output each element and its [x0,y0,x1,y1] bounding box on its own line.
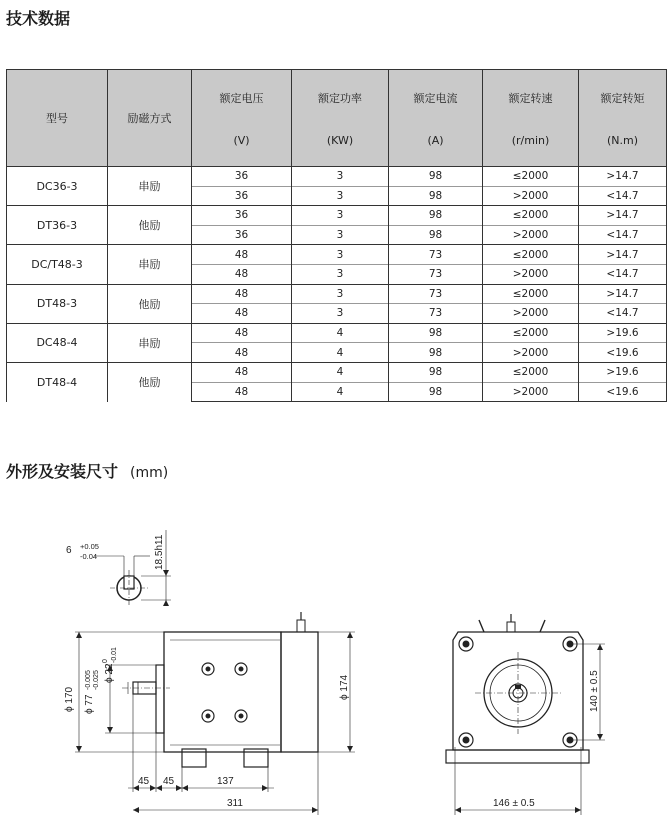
dim-key-depth: 18.5h11 [154,534,165,570]
excitation-cell: 串励 [108,245,192,284]
current-cell: 73 [389,284,483,304]
excitation-cell: 他励 [108,362,192,401]
power-cell: 3 [292,186,389,206]
dim-dia-77: ϕ 77 [84,694,95,714]
current-cell: 73 [389,304,483,324]
dims-section-title: 外形及安装尺寸 (mm) [6,462,169,481]
motor-side-view [75,612,355,815]
power-cell: 3 [292,264,389,284]
current-cell: 98 [389,343,483,363]
speed-cell: >2000 [483,343,579,363]
torque-cell: <14.7 [579,186,667,206]
excitation-cell: 他励 [108,284,192,323]
power-cell: 3 [292,304,389,324]
voltage-cell: 36 [192,167,292,187]
torque-cell: <14.7 [579,225,667,245]
dim-dia-22-tol-upper: 0 [102,659,109,663]
current-cell: 98 [389,382,483,402]
speed-cell: ≤2000 [483,167,579,187]
model-cell: DC/T48-3 [7,245,108,284]
torque-cell: <19.6 [579,343,667,363]
power-cell: 3 [292,167,389,187]
header-excitation: 励磁方式 [108,70,192,167]
header-model: 型号 [7,70,108,167]
torque-cell: >19.6 [579,362,667,382]
torque-cell: >14.7 [579,206,667,226]
voltage-cell: 36 [192,186,292,206]
power-cell: 3 [292,206,389,226]
dim-len-311: 311 [227,798,243,809]
current-cell: 98 [389,362,483,382]
current-cell: 98 [389,186,483,206]
voltage-cell: 36 [192,225,292,245]
header-power: 额定功率 (KW) [292,70,389,167]
speed-cell: >2000 [483,264,579,284]
voltage-cell: 48 [192,362,292,382]
excitation-cell: 串励 [108,323,192,362]
current-cell: 98 [389,206,483,226]
current-cell: 98 [389,167,483,187]
voltage-cell: 48 [192,264,292,284]
excitation-cell: 串励 [108,167,192,206]
current-cell: 98 [389,225,483,245]
voltage-cell: 48 [192,304,292,324]
model-cell: DC48-4 [7,323,108,362]
header-speed: 额定转速 (r/min) [483,70,579,167]
speed-cell: >2000 [483,225,579,245]
torque-cell: >19.6 [579,323,667,343]
torque-cell: >14.7 [579,245,667,265]
current-cell: 98 [389,323,483,343]
current-cell: 73 [389,245,483,265]
dims-unit: (mm) [130,465,169,481]
torque-cell: >14.7 [579,167,667,187]
speed-cell: ≤2000 [483,206,579,226]
power-cell: 3 [292,225,389,245]
model-cell: DT36-3 [7,206,108,245]
voltage-cell: 48 [192,382,292,402]
dim-dia-22-tol-lower: -0.01 [111,647,118,663]
dim-mount-146: 146 ± 0.5 [493,798,535,809]
model-cell: DT48-3 [7,284,108,323]
voltage-cell: 48 [192,245,292,265]
voltage-cell: 48 [192,323,292,343]
power-cell: 4 [292,382,389,402]
speed-cell: >2000 [483,186,579,206]
voltage-cell: 36 [192,206,292,226]
torque-cell: <14.7 [579,304,667,324]
speed-cell: ≤2000 [483,245,579,265]
dim-dia-22: ϕ 22 [104,663,115,683]
current-cell: 73 [389,264,483,284]
voltage-cell: 48 [192,343,292,363]
dim-keyway-width: 6 [66,545,72,556]
speed-cell: ≤2000 [483,323,579,343]
dim-dia-77-tol-upper: -0.005 [85,670,92,690]
header-voltage: 额定电压 (V) [192,70,292,167]
spec-section-title: 技术数据 [6,9,71,28]
speed-cell: >2000 [483,382,579,402]
torque-cell: <14.7 [579,264,667,284]
speed-cell: ≤2000 [483,362,579,382]
model-cell: DT48-4 [7,362,108,401]
dim-mount-140: 140 ± 0.5 [589,670,600,712]
power-cell: 4 [292,362,389,382]
dim-len-137: 137 [217,776,234,787]
power-cell: 3 [292,284,389,304]
dim-len-45-shaft: 45 [138,776,150,787]
voltage-cell: 48 [192,284,292,304]
speed-cell: >2000 [483,304,579,324]
speed-cell: ≤2000 [483,284,579,304]
power-cell: 4 [292,323,389,343]
dim-dia-77-tol-lower: -0.025 [93,670,100,690]
header-current: 额定电流 (A) [389,70,483,167]
dim-keyway-tol-lower: -0.04 [80,552,98,561]
torque-cell: >14.7 [579,284,667,304]
power-cell: 4 [292,343,389,363]
header-torque: 额定转矩 (N.m) [579,70,667,167]
model-cell: DC36-3 [7,167,108,206]
excitation-cell: 他励 [108,206,192,245]
dim-keyway-tol-upper: +0.05 [80,542,99,551]
power-cell: 3 [292,245,389,265]
torque-cell: <19.6 [579,382,667,402]
motor-end-view [446,614,605,815]
dim-len-45-flange: 45 [163,776,175,787]
dim-dia-170: ϕ 170 [64,686,75,712]
dim-dia-174: ϕ 174 [339,674,350,700]
